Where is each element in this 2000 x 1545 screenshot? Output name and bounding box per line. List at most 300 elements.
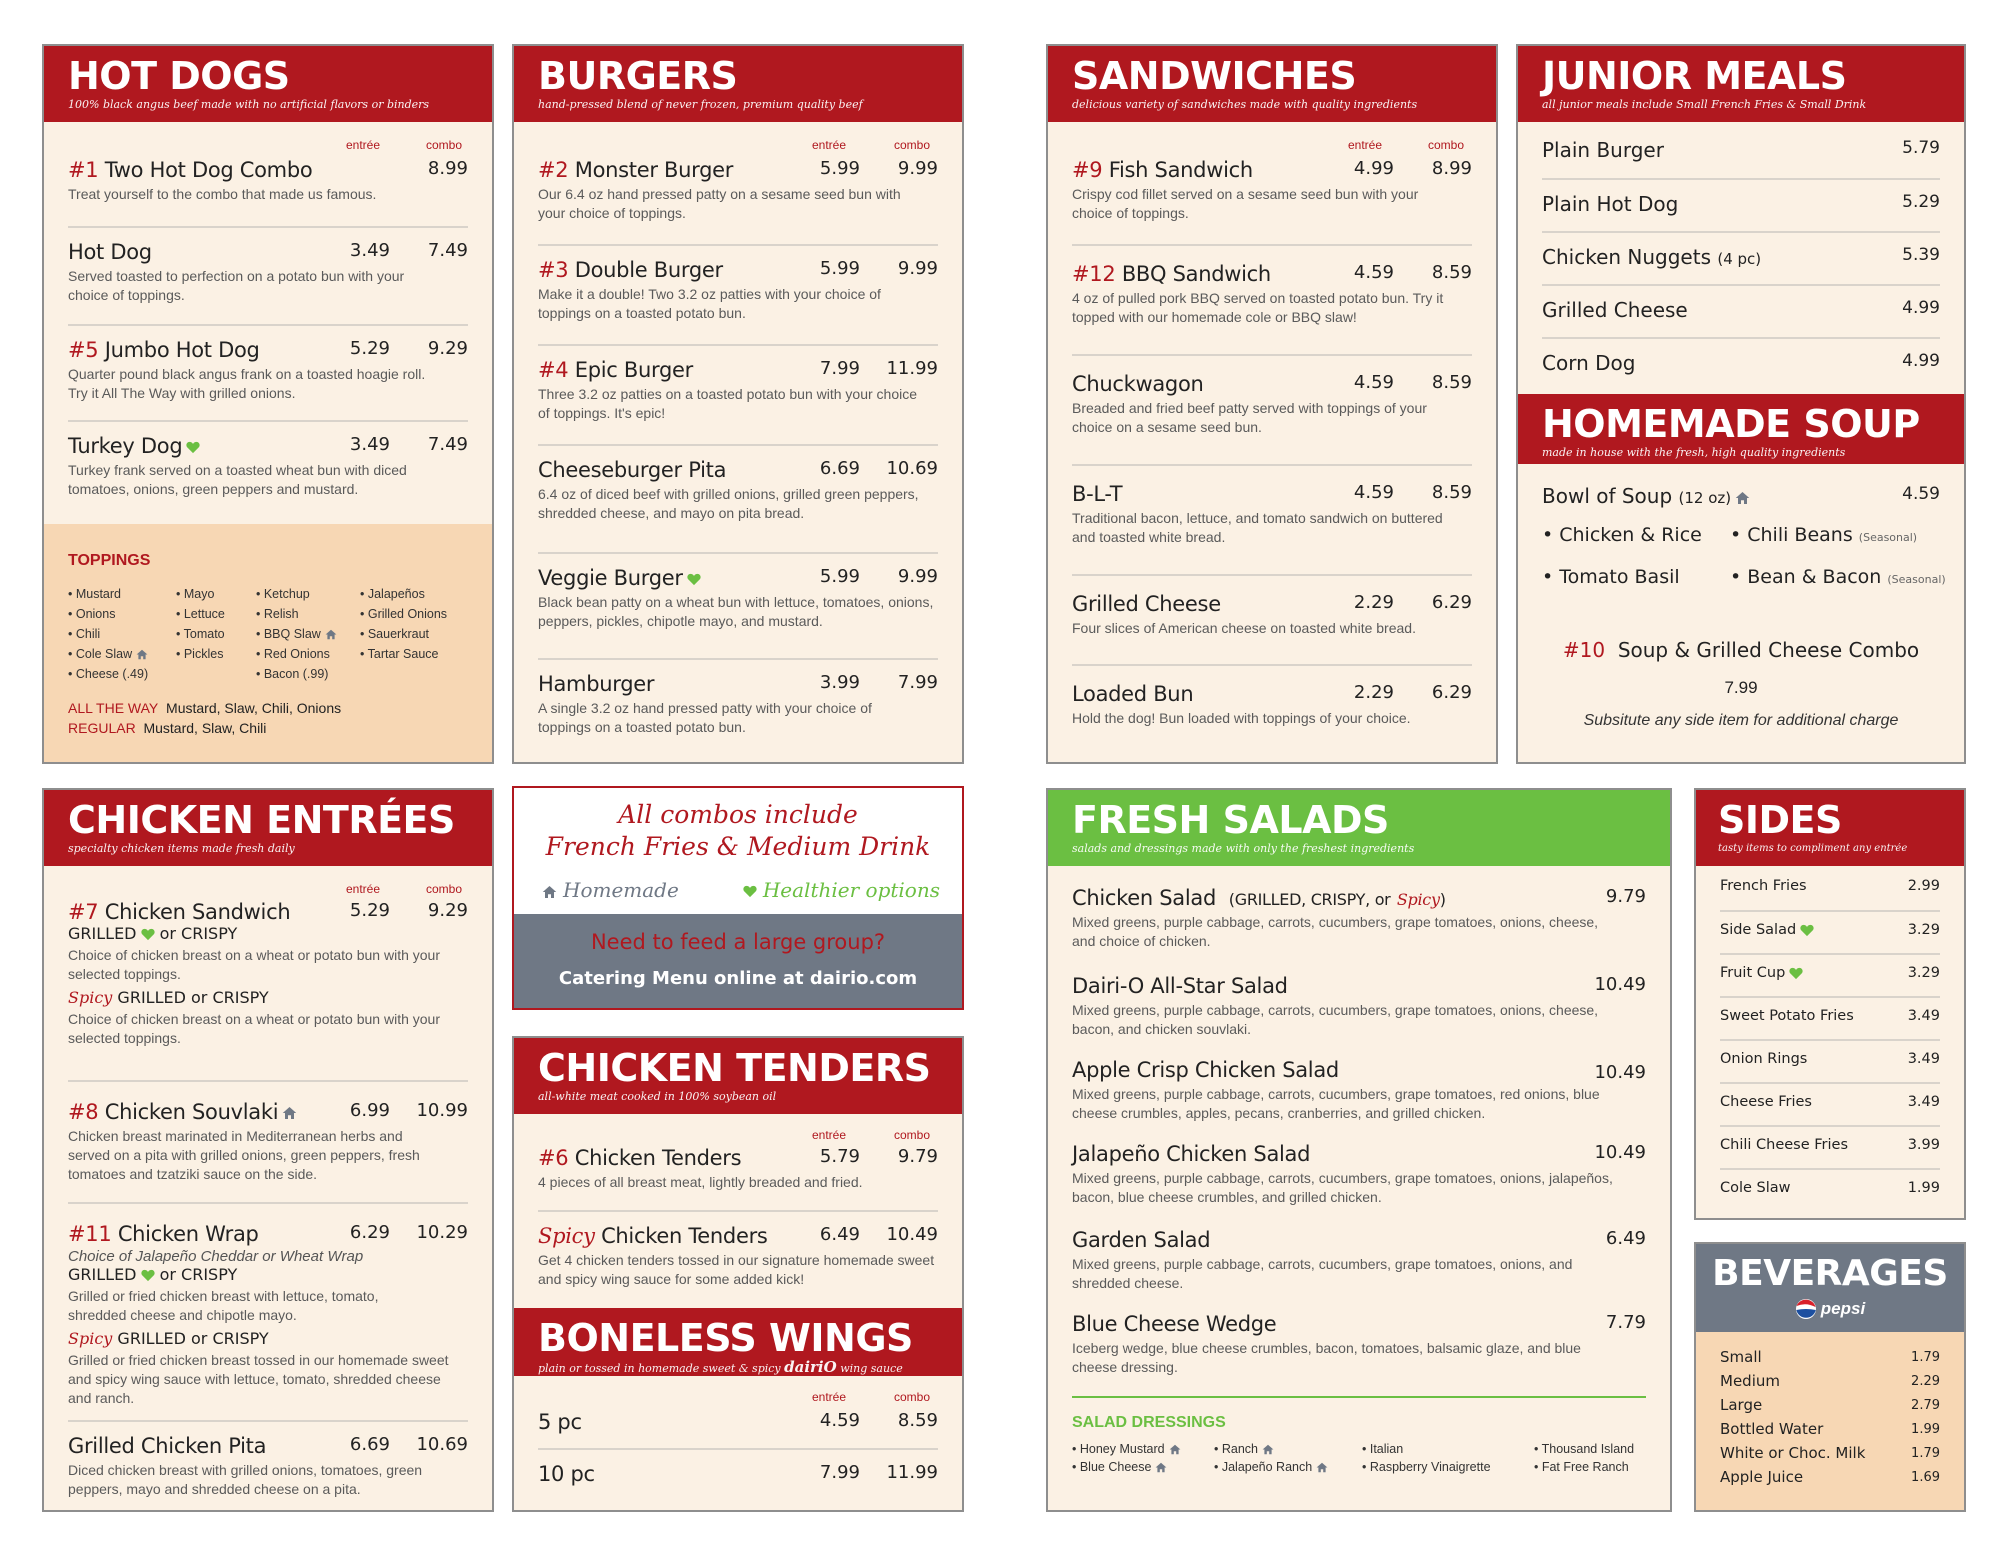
salad-options: (GRILLED, CRISPY, or: [1228, 890, 1391, 909]
item-name: Sweet Potato Fries: [1720, 1008, 1854, 1024]
flavor-name: • Tomato Basil: [1542, 566, 1680, 588]
healthier-label: Healthier options: [762, 878, 940, 902]
entree-price: 4.59: [1353, 262, 1394, 283]
entree-label: entrée: [1348, 138, 1383, 152]
entree-label: entrée: [346, 882, 381, 896]
item-name: Grilled Cheese: [1072, 592, 1221, 616]
entree-price: 6.69: [819, 458, 860, 479]
burgers-header: [514, 46, 962, 122]
house-icon: [325, 629, 337, 640]
section-title: HOMEMADE SOUP: [1542, 402, 1920, 446]
item-description: Turkey frank served on a toasted wheat bun with diced tomatoes, onions, green peppers and mustard.: [68, 462, 407, 497]
item-price: 1.69: [1911, 1470, 1940, 1485]
pepsi-logo: [1706, 1298, 1954, 1320]
brand-logo: dairiO: [784, 1358, 837, 1376]
menu-item: [538, 244, 938, 323]
combo-price: 9.79: [897, 1146, 938, 1167]
menu-item: [68, 420, 468, 499]
dressing: • Jalapeño Ranch: [1214, 1460, 1313, 1474]
topping: • Onions: [68, 607, 116, 621]
sides-header: [1696, 790, 1964, 866]
item-number: #9: [1072, 158, 1103, 182]
section-title: BURGERS: [538, 54, 738, 98]
toppings-box: [44, 524, 492, 762]
item-name: Grilled Cheese: [1542, 298, 1688, 322]
section-subtitle: hand-pressed blend of never frozen, premium quality beef: [538, 98, 863, 111]
combo-price: 6.29: [1431, 682, 1472, 703]
house-icon: [1735, 491, 1750, 505]
menu-item: [538, 1410, 938, 1434]
item-price: 5.29: [1902, 192, 1940, 212]
item-description: Get 4 chicken tenders tossed in our signature homemade sweet and spicy wing sauce for some added kick!: [538, 1252, 935, 1287]
topping: • Mayo: [176, 587, 215, 601]
item-price: 4.59: [1902, 484, 1940, 504]
combo-price: 9.99: [897, 258, 938, 279]
item-description: Black bean patty on a wheat bun with lettuce, tomatoes, onions, peppers, pickles, chipotle mayo, and mustard.: [538, 594, 934, 629]
item-name: Cole Slaw: [1720, 1180, 1791, 1196]
junior-item: [1542, 178, 1940, 216]
combo-price: 11.99: [886, 358, 938, 379]
entree-price: 5.99: [819, 158, 860, 179]
menu-item: [1072, 886, 1646, 951]
combo-price: 6.29: [1431, 592, 1472, 613]
junior-soup-panel: [1516, 44, 1966, 764]
item-description: 4 oz of pulled pork BBQ served on toasted potato bun. Try it topped with our homemade cole or BBQ slaw!: [1072, 290, 1444, 325]
item-name: Double Burger: [574, 258, 723, 282]
crispy-option: or CRISPY: [159, 1265, 238, 1284]
heart-icon: [687, 573, 701, 586]
topping: • Tartar Sauce: [360, 647, 439, 661]
combo-price: 9.99: [897, 566, 938, 587]
item-name: Onion Rings: [1720, 1051, 1808, 1067]
item-name: Chicken Nuggets: [1542, 245, 1711, 269]
regular-value: Mustard, Slaw, Chili: [143, 720, 267, 736]
side-item: [1720, 1039, 1940, 1067]
entree-price: 6.49: [819, 1224, 860, 1245]
menu-item: [538, 658, 938, 737]
item-note: (4 pc): [1717, 250, 1762, 268]
combo-price: 8.59: [897, 1410, 938, 1431]
item-price: 2.79: [1911, 1398, 1940, 1413]
soup-flavor: [1730, 524, 1964, 546]
combo-price: 10.69: [416, 1434, 468, 1455]
item-name: Loaded Bun: [1072, 682, 1194, 706]
beverage-item: [1720, 1396, 1940, 1414]
menu-item: [68, 1202, 468, 1408]
item-price: 10.49: [1594, 1062, 1646, 1083]
menu-item: [68, 158, 468, 204]
item-note: (12 oz): [1678, 489, 1732, 507]
item-name: Two Hot Dog Combo: [104, 158, 313, 182]
item-name: Apple Crisp Chicken Salad: [1072, 1058, 1339, 1082]
entree-price: 7.99: [819, 358, 860, 379]
toppings-column: [176, 584, 225, 664]
item-name: Cheese Fries: [1720, 1094, 1812, 1110]
item-name: 10 pc: [538, 1462, 595, 1486]
flavor-name: • Chicken & Rice: [1542, 524, 1702, 546]
item-name: Bowl of Soup: [1542, 484, 1673, 508]
entree-price: 4.59: [819, 1410, 860, 1431]
menu-item: [1072, 1228, 1646, 1293]
topping: • Bacon (.99): [256, 667, 329, 681]
combo-label: combo: [894, 138, 931, 152]
item-description: Crispy cod fillet served on a sesame seed bun with your choice of toppings.: [1072, 186, 1419, 221]
beverage-item: [1720, 1372, 1940, 1390]
house-icon: [282, 1106, 297, 1120]
item-name: Grilled Chicken Pita: [68, 1434, 267, 1458]
item-number: #10: [1562, 638, 1606, 662]
grilled-option: GRILLED: [68, 1265, 137, 1284]
item-name: Medium: [1720, 1372, 1780, 1390]
entree-price: 7.99: [819, 1462, 860, 1483]
entree-price: 3.99: [819, 672, 860, 693]
soup-flavor: [1730, 566, 1964, 588]
menu-item: [68, 1420, 468, 1499]
salad-options-close: ): [1439, 890, 1446, 909]
section-title: HOT DOGS: [68, 54, 290, 98]
item-name: Chicken Tenders: [574, 1146, 742, 1170]
section-subtitle: salads and dressings made with only the freshest ingredients: [1072, 842, 1415, 855]
fresh-salads-panel: [1046, 788, 1672, 1512]
divider: [1072, 1396, 1646, 1398]
entree-price: 6.29: [349, 1222, 390, 1243]
house-icon: [1169, 1444, 1181, 1455]
subtitle-text: wing sauce: [840, 1362, 903, 1375]
section-title: JUNIOR MEALS: [1542, 54, 1847, 98]
item-price: 3.49: [1907, 1008, 1940, 1024]
menu-item: [68, 900, 468, 1048]
item-price: 10.49: [1594, 1142, 1646, 1163]
entree-price: 2.29: [1353, 592, 1394, 613]
combo-price: 7.99: [897, 672, 938, 693]
item-price: 7.79: [1605, 1312, 1646, 1333]
topping: • Grilled Onions: [360, 607, 448, 621]
all-the-way-line: [68, 700, 341, 716]
item-name: Apple Juice: [1720, 1468, 1804, 1486]
menu-item: [1072, 244, 1472, 327]
item-description: Four slices of American cheese on toasted white bread.: [1072, 620, 1416, 636]
entree-price: 5.29: [349, 900, 390, 921]
item-number: #1: [68, 158, 99, 182]
item-name: Jalapeño Chicken Salad: [1072, 1142, 1311, 1166]
house-icon: [1155, 1462, 1167, 1473]
item-description: Traditional bacon, lettuce, and tomato sandwich on buttered and toasted white bread.: [1072, 510, 1443, 545]
entree-price: 5.99: [819, 258, 860, 279]
beverage-item: [1720, 1348, 1940, 1366]
menu-item: [538, 552, 938, 631]
junior-item: [1542, 284, 1940, 322]
sandwiches-panel: [1046, 44, 1498, 764]
regular-line: [68, 720, 266, 736]
section-title: BONELESS WINGS: [538, 1316, 913, 1360]
combo-label: combo: [894, 1390, 931, 1404]
item-number: #6: [538, 1146, 569, 1170]
chicken-header: [44, 790, 492, 866]
dressings-title: SALAD DRESSINGS: [1072, 1414, 1226, 1431]
item-price: 10.49: [1594, 974, 1646, 995]
flavor-name: • Chili Beans: [1730, 524, 1853, 546]
item-description: Iceberg wedge, blue cheese crumbles, bacon, tomatoes, balsamic glaze, and blue cheese dressing.: [1072, 1340, 1581, 1375]
item-name: Soup & Grilled Cheese Combo: [1617, 638, 1920, 662]
item-name: Hamburger: [538, 672, 655, 696]
item-price: 1.99: [1911, 1422, 1940, 1437]
item-description: Diced chicken breast with grilled onions, tomatoes, green peppers, mayo and shredded cheese on a pita.: [68, 1462, 423, 1497]
topping: • Chili: [68, 627, 101, 641]
combo-price: 8.99: [427, 158, 468, 179]
entree-price: 6.69: [349, 1434, 390, 1455]
junior-item: [1542, 138, 1940, 162]
spicy-options: GRILLED or CRISPY: [117, 988, 269, 1007]
item-name: French Fries: [1720, 878, 1807, 894]
item-name: Plain Burger: [1542, 138, 1664, 162]
section-subtitle: specialty chicken items made fresh daily: [68, 842, 295, 855]
item-description: Mixed greens, purple cabbage, carrots, cucumbers, grape tomatoes, onions, jalapeños, bacon, blue cheese crumbles, and grilled chicken.: [1072, 1170, 1613, 1205]
combo-label: combo: [894, 1128, 931, 1142]
menu-item: [1072, 1058, 1646, 1123]
item-name: Side Salad: [1720, 922, 1797, 938]
junior-header: [1518, 46, 1964, 122]
beverage-item: [1720, 1420, 1940, 1438]
item-name: Chicken Salad: [1072, 886, 1217, 910]
item-name: Blue Cheese Wedge: [1072, 1312, 1277, 1336]
menu-item: [1072, 464, 1472, 547]
item-name: Hot Dog: [68, 240, 152, 264]
menu-item: [1072, 974, 1646, 1039]
item-price: 3.99: [1907, 1137, 1940, 1153]
dressings-column: [1072, 1440, 1181, 1476]
topping: • Sauerkraut: [360, 627, 429, 641]
topping: • Pickles: [176, 647, 224, 661]
heart-icon: [743, 885, 757, 898]
menu-item: [538, 1210, 938, 1289]
dressing: • Ranch: [1214, 1442, 1258, 1456]
crispy-option: or CRISPY: [159, 924, 238, 943]
hot-dogs-panel: [42, 44, 494, 764]
section-subtitle: delicious variety of sandwiches made with quality ingredients: [1072, 98, 1418, 111]
combo-price: 9.99: [897, 158, 938, 179]
combo-price: 9.29: [427, 338, 468, 359]
side-item: [1720, 996, 1940, 1024]
dressing: • Blue Cheese: [1072, 1460, 1152, 1474]
heart-icon: [141, 928, 155, 941]
item-price: 5.79: [1902, 138, 1940, 158]
heart-icon: [1789, 967, 1803, 980]
menu-item: [1072, 1312, 1646, 1377]
beverage-item: [1720, 1468, 1940, 1486]
item-price: 3.49: [1907, 1051, 1940, 1067]
house-icon: [542, 885, 557, 899]
toppings-column: [68, 584, 148, 684]
entree-price: 5.79: [819, 1146, 860, 1167]
item-price: 3.49: [1907, 1094, 1940, 1110]
flavor-note: (Seasonal): [1858, 531, 1918, 544]
item-number: #7: [68, 900, 99, 924]
item-price: 1.99: [1907, 1180, 1940, 1196]
beverage-item: [1720, 1444, 1940, 1462]
entree-price: 3.49: [349, 434, 390, 455]
combo-price: 10.49: [886, 1224, 938, 1245]
side-item: [1720, 1125, 1940, 1153]
item-description: Our 6.4 oz hand pressed patty on a sesame seed bun with your choice of toppings.: [538, 186, 901, 221]
menu-item: [538, 444, 938, 523]
item-description: Choice of chicken breast on a wheat or potato bun with your selected toppings.: [68, 1011, 440, 1046]
item-name: Veggie Burger: [538, 566, 683, 590]
beverages-header: [1696, 1244, 1964, 1332]
dressing: • Italian: [1362, 1442, 1404, 1456]
dressing: • Honey Mustard: [1072, 1442, 1165, 1456]
menu-item: [1072, 1142, 1646, 1207]
item-name: Turkey Dog: [68, 434, 183, 458]
menu-item: [68, 226, 468, 305]
section-title: CHICKEN ENTRÉES: [68, 798, 455, 842]
hot-dogs-header: [44, 46, 492, 122]
tenders-wings-panel: [512, 1036, 964, 1512]
section-title: CHICKEN TENDERS: [538, 1046, 931, 1090]
item-name: Epic Burger: [574, 358, 693, 382]
legend-homemade: [538, 878, 679, 902]
item-name: Small: [1720, 1348, 1762, 1366]
toppings-column: [256, 584, 337, 684]
catering-link[interactable]: Catering Menu online at dairio.com: [558, 968, 918, 989]
menu-item: [1072, 354, 1472, 437]
junior-item: [1542, 231, 1940, 269]
side-item: [1720, 910, 1940, 938]
item-description: Choice of chicken breast on a wheat or potato bun with your selected toppings.: [68, 947, 440, 982]
item-description: Mixed greens, purple cabbage, carrots, cucumbers, grape tomatoes, onions, cheese, bacon, and chicken souvlaki.: [1072, 1002, 1599, 1037]
wings-header: [514, 1308, 962, 1376]
item-price: 2.99: [1907, 878, 1940, 894]
item-name: Fruit Cup: [1720, 965, 1786, 981]
menu-item: [538, 1146, 938, 1192]
flavor-name: • Bean & Bacon: [1730, 566, 1882, 588]
item-name: Fish Sandwich: [1108, 158, 1253, 182]
combo-label: combo: [1428, 138, 1465, 152]
item-name: Chicken Sandwich: [104, 900, 291, 924]
heart-icon: [1800, 924, 1814, 937]
combo-price: 10.29: [416, 1222, 468, 1243]
soup-combo-price: 7.99: [1724, 678, 1758, 697]
item-number: #12: [1072, 262, 1116, 286]
homemade-label: Homemade: [563, 878, 679, 902]
item-name: Chicken Wrap: [117, 1222, 259, 1246]
menu-item: [68, 324, 468, 403]
item-name: Dairi-O All-Star Salad: [1072, 974, 1288, 998]
item-name: Cheeseburger Pita: [538, 458, 727, 482]
item-price: 3.29: [1907, 922, 1940, 938]
beverages-panel: [1694, 1242, 1966, 1512]
wrap-choice: Choice of Jalapeño Cheddar or Wheat Wrap: [68, 1248, 364, 1265]
item-description: 4 pieces of all breast meat, lightly breaded and fried.: [538, 1174, 863, 1190]
menu-item: [538, 1448, 938, 1486]
house-icon: [1262, 1444, 1274, 1455]
section-subtitle: all-white meat cooked in 100% soybean oil: [538, 1090, 777, 1103]
item-description: A single 3.2 oz hand pressed patty with your choice of toppings on a toasted potato bun.: [538, 700, 872, 735]
entree-price: 2.29: [1353, 682, 1394, 703]
house-icon: [1316, 1462, 1328, 1473]
item-name: BBQ Sandwich: [1121, 262, 1271, 286]
item-name: Chuckwagon: [1072, 372, 1204, 396]
spicy-label: Spicy: [68, 988, 113, 1007]
dressing: • Thousand Island: [1534, 1442, 1635, 1456]
item-price: 9.79: [1605, 886, 1646, 907]
item-name: White or Choc. Milk: [1720, 1444, 1866, 1462]
item-description: Chicken breast marinated in Mediterranean herbs and served on a pita with grilled onions, green peppers, fresh tomatoes and tzatziki sauce on the side.: [68, 1128, 420, 1182]
menu-item: [1072, 158, 1472, 223]
all-the-way-value: Mustard, Slaw, Chili, Onions: [166, 700, 342, 716]
heart-icon: [141, 1269, 155, 1282]
menu-item: [1072, 664, 1472, 728]
soup-header: [1518, 394, 1964, 464]
section-subtitle: all junior meals include Small French Fries & Small Drink: [1542, 98, 1867, 111]
dressing: • Fat Free Ranch: [1534, 1460, 1629, 1474]
section-subtitle: tasty items to compliment any entrée: [1718, 843, 1908, 854]
item-name: Chicken Tenders: [601, 1224, 768, 1248]
item-description: Served toasted to perfection on a potato bun with your choice of toppings.: [68, 268, 405, 303]
item-description: Mixed greens, purple cabbage, carrots, cucumbers, grape tomatoes, onions, cheese, and choice of chicken.: [1072, 914, 1599, 949]
spicy-label: Spicy: [538, 1224, 595, 1248]
item-description: Mixed greens, purple cabbage, carrots, cucumbers, grape tomatoes, onions, and shredded cheese.: [1072, 1256, 1573, 1291]
legend-healthier: [739, 878, 940, 902]
item-name: Jumbo Hot Dog: [104, 338, 260, 362]
entree-price: 5.29: [349, 338, 390, 359]
topping: • Lettuce: [176, 607, 225, 621]
item-number: #8: [68, 1100, 99, 1124]
item-name: Chili Cheese Fries: [1720, 1137, 1849, 1153]
item-price: 2.29: [1911, 1374, 1940, 1389]
brand-name: pepsi: [1820, 1299, 1866, 1318]
item-name: Monster Burger: [574, 158, 734, 182]
item-name: Plain Hot Dog: [1542, 192, 1679, 216]
item-price: 4.99: [1902, 298, 1940, 318]
promo-line-2: French Fries & Medium Drink: [545, 832, 931, 861]
spicy-label: Spicy: [1396, 890, 1440, 909]
combo-price: 9.29: [427, 900, 468, 921]
item-price: 1.79: [1911, 1350, 1940, 1365]
heart-icon: [186, 441, 200, 454]
item-number: #11: [68, 1222, 112, 1246]
entree-label: entrée: [812, 138, 847, 152]
topping: • Red Onions: [256, 647, 330, 661]
combo-price: 10.69: [886, 458, 938, 479]
combo-promo-box: [512, 786, 964, 1010]
side-item: [1720, 1168, 1940, 1196]
dressing: • Raspberry Vinaigrette: [1362, 1460, 1491, 1474]
combo-price: 8.99: [1431, 158, 1472, 179]
item-description: Treat yourself to the combo that made us famous.: [68, 186, 377, 202]
item-number: #2: [538, 158, 569, 182]
item-description: 6.4 oz of diced beef with grilled onions, grilled green peppers, shredded cheese, and mayo on pita bread.: [538, 486, 919, 521]
entree-label: entrée: [346, 138, 381, 152]
spicy-label: Spicy: [68, 1329, 113, 1348]
salads-header: [1048, 790, 1670, 866]
topping: • Cole Slaw: [68, 647, 133, 661]
item-description: Grilled or fried chicken breast tossed in our homemade sweet and spicy wing sauce with lettuce, tomato, shredded cheese and ranch.: [68, 1352, 449, 1406]
item-description: Hold the dog! Bun loaded with toppings of your choice.: [1072, 710, 1411, 726]
item-description: Breaded and fried beef patty served with toppings of your choice on a sesame seed bun.: [1072, 400, 1427, 435]
item-price: 6.49: [1605, 1228, 1646, 1249]
combo-price: 7.49: [427, 240, 468, 261]
entree-price: 4.59: [1353, 372, 1394, 393]
menu-item: [538, 158, 938, 223]
entree-price: 6.99: [349, 1100, 390, 1121]
item-number: #5: [68, 338, 99, 362]
tenders-header: [514, 1038, 962, 1114]
soup-combo-note: Subsitute any side item for additional charge: [1583, 712, 1899, 729]
pepsi-globe-icon: [1795, 1298, 1817, 1320]
menu-item: [538, 344, 938, 423]
entree-label: entrée: [812, 1390, 847, 1404]
entree-price: 4.59: [1353, 482, 1394, 503]
